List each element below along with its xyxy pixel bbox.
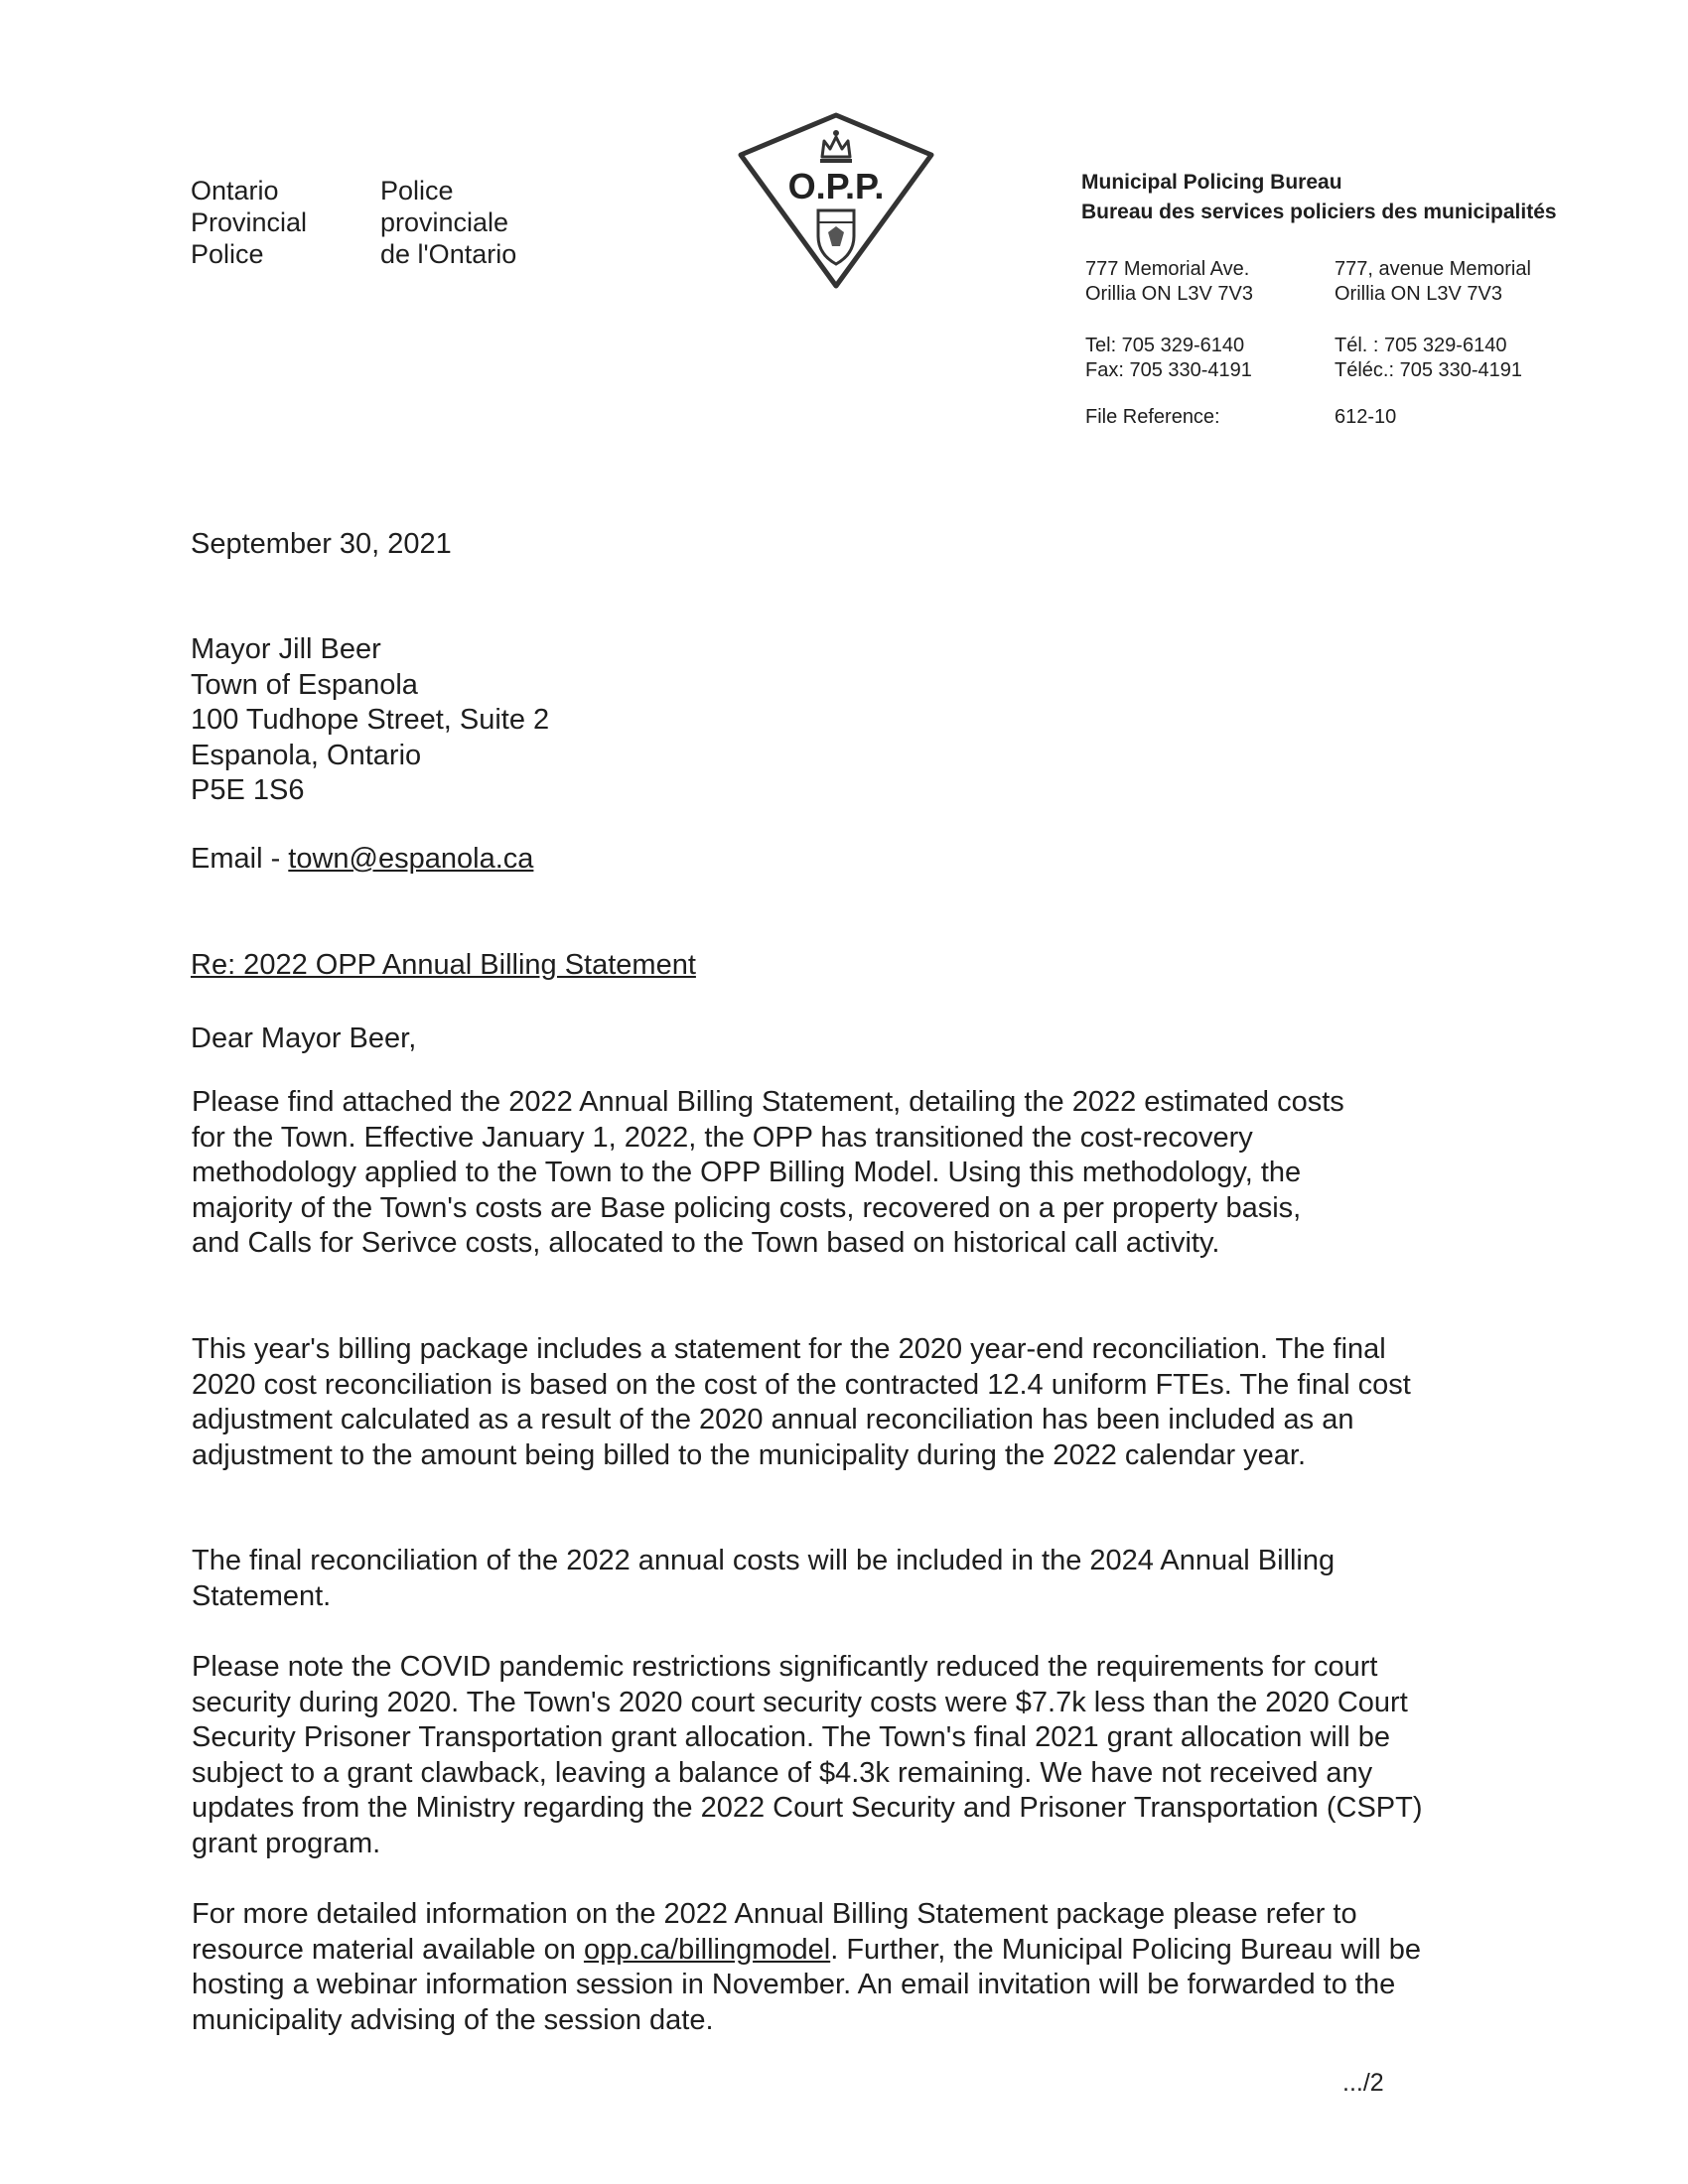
address-line: Orillia ON L3V 7V3 — [1335, 283, 1502, 305]
phone-line: Tél. : 705 329-6140 — [1335, 335, 1507, 356]
recipient-line: Mayor Jill Beer — [191, 633, 381, 665]
address-fr — [1335, 257, 1531, 307]
body-paragraph — [192, 1897, 1428, 2038]
recipient-line: 100 Tudhope Street, Suite 2 — [191, 704, 550, 736]
paragraph-text-part: . Further, the Municipal Policing Bureau will be hosting a webinar information session in November. An email invitation will be forwarded to the municipality advising of the session date. — [192, 1933, 1422, 2036]
address-line: 777 Memorial Ave. — [1085, 258, 1250, 280]
email-label: Email - — [191, 843, 289, 875]
bureau-block — [1081, 168, 1557, 227]
salutation: Dear Mayor Beer, — [191, 1023, 417, 1054]
french-name-line: provinciale — [380, 207, 509, 237]
file-reference-value: 612-10 — [1335, 406, 1397, 428]
opp-crest-icon — [731, 109, 941, 294]
phone-en — [1085, 334, 1252, 383]
paragraph-text: The final reconciliation of the 2022 annual costs will be included in the 2024 Annual Billing Statement. — [192, 1545, 1336, 1612]
fax-line: Fax: 705 330-4191 — [1085, 359, 1252, 381]
recipient-address — [191, 632, 549, 809]
file-reference-label: File Reference: — [1085, 406, 1220, 428]
billing-model-link[interactable]: opp.ca/billingmodel — [583, 1933, 831, 1966]
subject-line: Re: 2022 OPP Annual Billing Statement — [191, 949, 696, 981]
recipient-line: Town of Espanola — [191, 668, 418, 701]
body-paragraph — [192, 1650, 1428, 1861]
phone-line: Tel: 705 329-6140 — [1085, 335, 1245, 356]
letter-date: September 30, 2021 — [191, 528, 452, 560]
french-name-line: Police — [380, 176, 454, 205]
address-line: Orillia ON L3V 7V3 — [1085, 283, 1253, 305]
english-name-line: Provincial — [191, 207, 308, 237]
phone-fr — [1335, 334, 1522, 383]
paragraph-text: Please find attached the 2022 Annual Billing Statement, detailing the 2022 estimated costs for the Town. Effective January 1, 2022, the OPP has transitioned the cost-recovery methodology applied to the Town to the OPP Billing Model. Using this methodology, the majority of the Town's costs are Base policing costs, recovered on a per property basis, and Calls for Serivce costs, allocated to the Town based on historical call activity. — [192, 1086, 1344, 1259]
address-line: 777, avenue Memorial — [1335, 258, 1531, 280]
paragraph-text: This year's billing package includes a statement for the 2020 year-end reconciliation. The final 2020 cost reconciliation is based on the cost of the contracted 12.4 uniform FTEs. The final cost adjustment calculated as a result of the 2020 annual reconciliation has been included as an adjustment to the amount being billed to the municipality during the 2022 calendar year. — [192, 1333, 1411, 1471]
shield-icon — [818, 210, 854, 264]
crown-icon — [820, 130, 852, 161]
body-paragraph — [192, 1085, 1348, 1262]
logo-text: O.P.P. — [787, 166, 885, 206]
address-en — [1085, 257, 1253, 307]
recipient-line: Espanola, Ontario — [191, 739, 422, 771]
recipient-email-line — [191, 842, 533, 878]
french-name-block — [380, 175, 516, 270]
fax-line: Téléc.: 705 330-4191 — [1335, 359, 1523, 381]
bureau-name-fr: Bureau des services policiers des municipalités — [1081, 201, 1557, 223]
paragraph-text: Please note the COVID pandemic restrictions significantly reduced the requirements for court security during 2020. The Town's 2020 court security costs were $7.7k less than the 2020 Court Security Prisoner Transportation grant allocation. The Town's final 2021 grant allocation will be subject to a grant clawback, leaving a balance of $4.3k remaining. We have not received any updates from the Ministry regarding the 2022 Court Security and Prisoner Transportation (CSPT) grant program. — [192, 1651, 1423, 1859]
email-link[interactable]: town@espanola.ca — [288, 843, 534, 875]
french-name-line: de l'Ontario — [380, 239, 517, 269]
paragraph-text — [192, 1897, 1428, 2038]
english-name-line: Ontario — [191, 176, 279, 205]
body-paragraph — [192, 1544, 1428, 1614]
recipient-line: P5E 1S6 — [191, 774, 305, 806]
english-name-line: Police — [191, 239, 264, 269]
body-paragraph — [192, 1332, 1428, 1473]
english-name-block — [191, 175, 307, 270]
paragraph-text-part: For more detailed information on the 2022 Annual Billing Statement package please refer to resource material available on — [192, 1898, 1357, 1966]
bureau-name-en: Municipal Policing Bureau — [1081, 171, 1342, 194]
page-continuation-marker: .../2 — [1342, 2069, 1384, 2097]
